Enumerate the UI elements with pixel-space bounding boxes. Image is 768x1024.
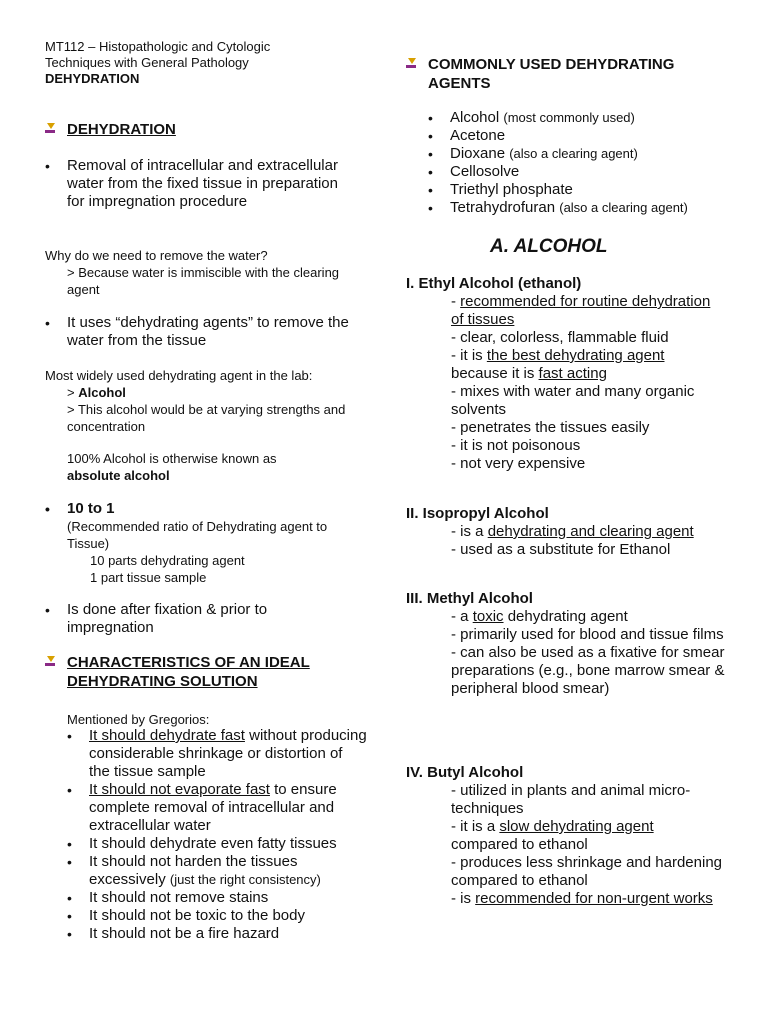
methyl-title: III. Methyl Alcohol	[406, 590, 533, 607]
section-heading-common-agents: COMMONLY USED DEHYDRATING AGENTS	[406, 55, 674, 93]
list-item: • Alcohol (most commonly used)	[428, 109, 635, 126]
list-item: • Acetone	[428, 127, 506, 144]
bullet-arrow-icon	[45, 123, 55, 135]
bullet-dot-icon: •	[67, 908, 72, 924]
bullet-dot-icon: •	[428, 200, 433, 216]
mentioned-by: Mentioned by Gregorios:	[67, 712, 210, 727]
list-item: • Cellosolve	[428, 163, 520, 180]
list-item: • It should dehydrate fast without producing considerable shrinkage or distortion of the tissue sample	[67, 727, 367, 780]
bullet-dot-icon: •	[67, 836, 72, 852]
bullet-dot-icon: •	[67, 926, 72, 942]
list-item: • It should not be a fire hazard	[67, 925, 280, 942]
bullet-dot-icon: •	[428, 182, 433, 198]
isopropyl-alcohol-block: II. Isopropyl Alcohol - is a dehydrating and clearing agent - used as a substitute for Ethanol	[406, 505, 726, 559]
bullet-dot-icon: •	[45, 158, 50, 174]
list-item: • It should not harden the tissues excessively (just the right consistency)	[67, 853, 321, 888]
ethyl-title: I. Ethyl Alcohol (ethanol)	[406, 275, 582, 292]
butyl-alcohol-block: IV. Butyl Alcohol - utilized in plants and animal micro-techniques - it is a slow dehydrating agent compared to ethanol - produces less shrinkage and hardening compared to ethanol - is recommended for non-urgent works	[406, 764, 726, 908]
agents-list	[428, 109, 738, 217]
list-item: • Dioxane (also a clearing agent)	[428, 145, 638, 162]
bullet-arrow-icon	[406, 58, 416, 70]
bullet-dot-icon: •	[45, 315, 50, 331]
topic-title: DEHYDRATION	[45, 71, 140, 86]
isopropyl-title: II. Isopropyl Alcohol	[406, 505, 549, 522]
most-widely-used: Most widely used dehydrating agent in the lab: > Alcohol > This alcohol would be at varying strengths and concentration 100% Alcohol is otherwise known as absolute alcohol	[45, 368, 346, 483]
list-item: • It should not be toxic to the body	[67, 907, 305, 924]
course-title: MT112 – Histopathologic and Cytologic	[45, 39, 271, 54]
bullet-arrow-icon	[45, 656, 55, 668]
butyl-title: IV. Butyl Alcohol	[406, 764, 524, 781]
bullet-dot-icon: •	[67, 782, 72, 798]
bullet-dot-icon: •	[67, 890, 72, 906]
bullet-dot-icon: •	[428, 110, 433, 126]
section-heading-characteristics: CHARACTERISTICS OF AN IDEAL DEHYDRATING SOLUTION	[45, 653, 310, 691]
why-remove-water: Why do we need to remove the water? > Because water is immiscible with the clearing agent	[45, 248, 340, 297]
bullet-dot-icon: •	[45, 602, 50, 618]
course-subtitle: Techniques with General Pathology	[45, 55, 249, 70]
methyl-alcohol-block: III. Methyl Alcohol - a toxic dehydrating agent - primarily used for blood and tissue films - can also be used as a fixative for smear preparations (e.g., bone marrow smear & peripheral blood smear)	[406, 590, 725, 697]
bullet-dot-icon: •	[428, 128, 433, 144]
bullet-dot-icon: •	[428, 164, 433, 180]
heading-alcohol: A. ALCOHOL	[490, 236, 608, 257]
list-item: • Tetrahydrofuran (also a clearing agent)	[428, 199, 688, 216]
list-item: • Triethyl phosphate	[428, 181, 573, 198]
document-header	[45, 39, 345, 87]
ratio-block: • 10 to 1 (Recommended ratio of Dehydrating agent to Tissue) 10 parts dehydrating agent 1 part tissue sample	[45, 500, 328, 585]
characteristics-list	[67, 727, 367, 943]
bullet-dot-icon: •	[45, 501, 50, 517]
bullet-dot-icon: •	[67, 728, 72, 744]
list-item: • It should dehydrate even fatty tissues	[67, 835, 337, 852]
list-item: • It should not evaporate fast to ensure complete removal of intracellular and extracellular water	[67, 781, 337, 834]
ethyl-alcohol-block: I. Ethyl Alcohol (ethanol) - recommended for routine dehydration of tissues - clear, colorless, flammable fluid - it is the best dehydrating agent because it is fast acting - mixes with water and many organic solvents - penetrates the tissues easily - it is not poisonous - not very expensive	[406, 275, 726, 473]
bullet-dot-icon: •	[67, 854, 72, 870]
list-item: • It should not remove stains	[67, 889, 269, 906]
bullet-removal: • Removal of intracellular and extracellular water from the fixed tissue in preparation for impregnation procedure	[45, 157, 338, 210]
bullet-dot-icon: •	[428, 146, 433, 162]
bullet-uses: • It uses “dehydrating agents” to remove the water from the tissue	[45, 314, 349, 349]
bullet-after-fixation: • Is done after fixation & prior to impregnation	[45, 601, 268, 636]
section-heading-dehydration: DEHYDRATION	[45, 120, 176, 139]
